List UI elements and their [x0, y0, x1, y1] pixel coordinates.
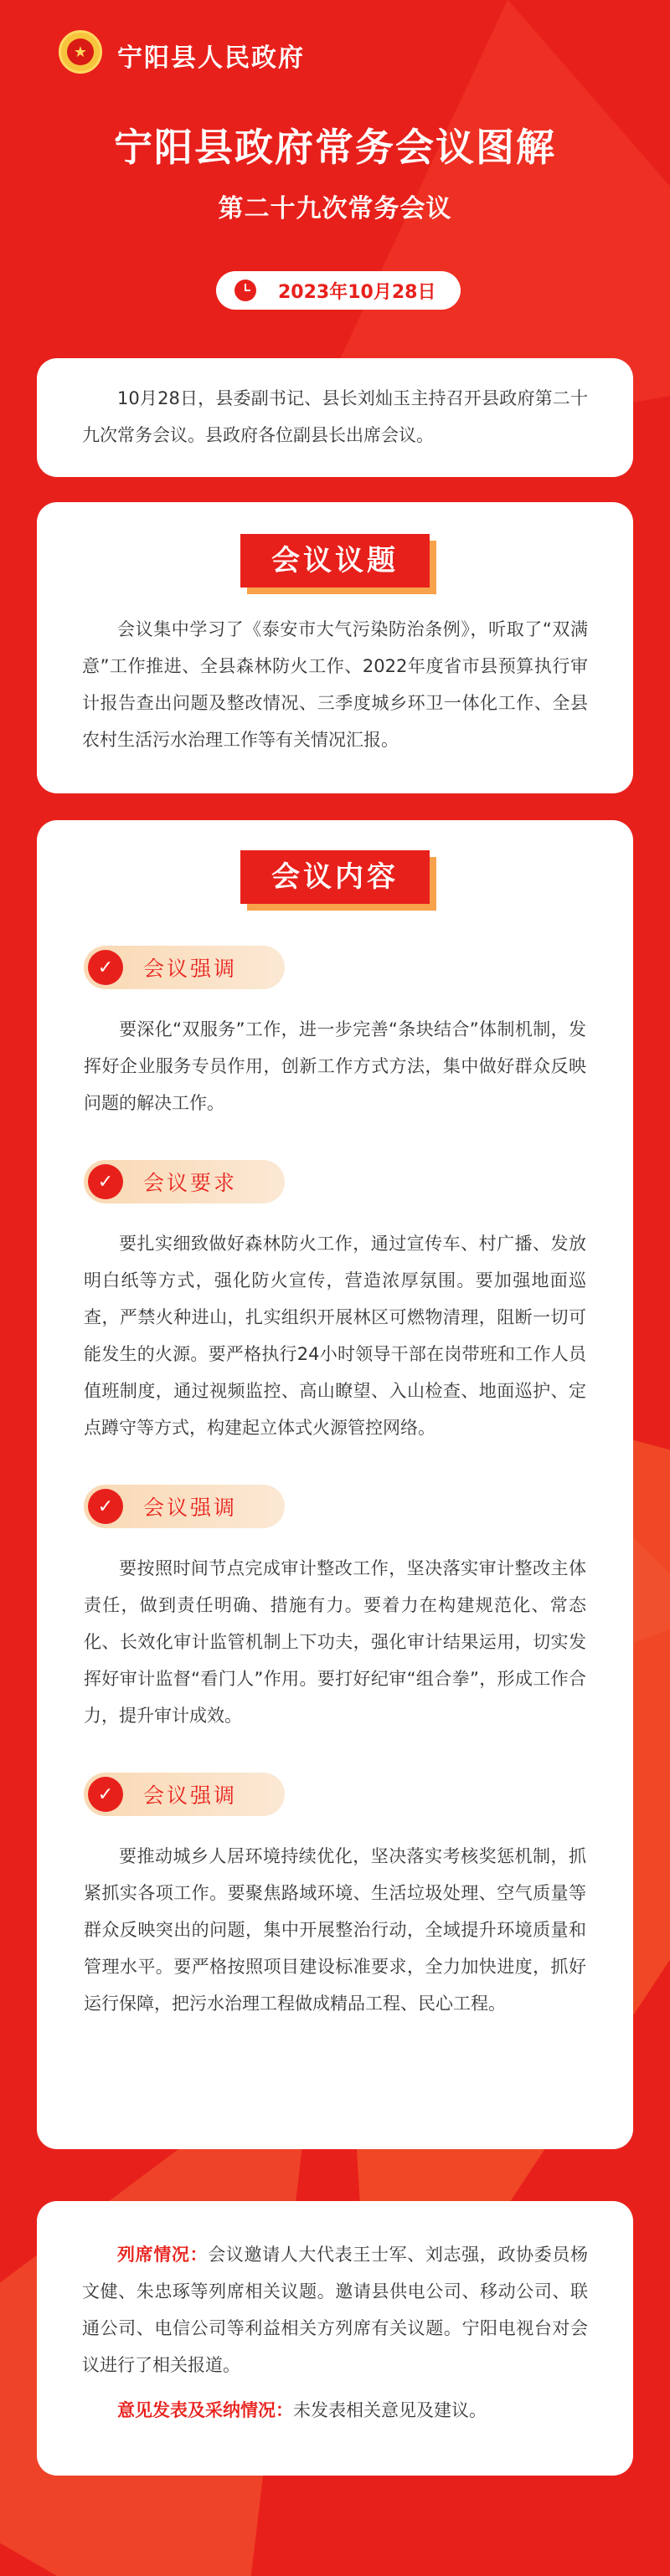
opinion-info: [37, 2392, 633, 2429]
content-card: [37, 820, 633, 2149]
check-icon: ✓: [88, 1489, 123, 1524]
intro-card: [37, 358, 633, 477]
gov-name: 宁阳县人民政府: [117, 44, 305, 73]
section-text: 要扎实细致做好森林防火工作，通过宣传车、村广播、发放明白纸等方式，强化防火宣传，营造浓厚氛围。要加强地面巡查，严禁火种进山，扎实组织开展林区可燃物清理，阻断一切可能发生的火源。要严格执行24小时领导干部在岗带班和工作人员值班制度，通过视频监控、高山瞭望、入山检查、地面巡护、定点蹲守等方式，构建起立体式火源管控网络。: [84, 1234, 586, 1438]
topics-title: 会议议题: [240, 534, 430, 588]
page-header: [0, 0, 670, 335]
badge-label: 会议强调: [143, 1496, 238, 1520]
topics-text: 会议集中学习了《泰安市大气污染防治条例》，听取了“双满意”工作推进、全县森林防火工作、2022年度省市县预算执行审计报告查出问题及整改情况、三季度城乡环卫一体化工作、全县农村生活污水治理工作等有关情况汇报。: [82, 619, 588, 750]
topics-card: [37, 502, 633, 793]
check-icon: ✓: [88, 1777, 123, 1812]
check-icon: ✓: [88, 950, 123, 985]
meeting-date: 2023年10月28日: [278, 281, 436, 303]
check-icon: ✓: [88, 1164, 123, 1199]
attendance-text: 会议邀请人大代表王士军、刘志强，政协委员杨文健、朱忠琢等列席相关议题。邀请县供电公司、移动公司、联通公司、电信公司等利益相关方列席有关议题。宁阳电视台对会议进行了相关报道。: [82, 2245, 589, 2375]
footer-card: [37, 2201, 633, 2476]
attendance-info: [37, 2201, 633, 2384]
page-subtitle: 第二十九次常务会议: [218, 194, 452, 223]
section-badge: [84, 1773, 285, 1816]
section-text: 要按照时间节点完成审计整改工作，坚决落实审计整改主体责任，做到责任明确、措施有力。要着力在构建规范化、常态化、长效化审计监管机制上下功夫，强化审计结果运用，切实发挥好审计监督“看门人”作用。要打好纪审“组合拳”，形成工作合力，提升审计成效。: [84, 1558, 586, 1726]
section-text: 要推动城乡人居环境持续优化，坚决落实考核奖惩机制，抓紧抓实各项工作。要聚焦路域环境、生活垃圾处理、空气质量等群众反映突出的问题，集中开展整治行动，全域提升环境质量和管理水平。要严格按照项目建设标准要求，全力加快进度，抓好运行保障，把污水治理工程做成精品工程、民心工程。: [84, 1846, 586, 2014]
opinion-label: 意见发表及采纳情况：: [117, 2400, 293, 2420]
date-pill: [216, 271, 461, 310]
section-badge: [84, 946, 285, 989]
intro-text: 10月28日，县委副书记、县长刘灿玉主持召开县政府第二十九次常务会议。县政府各位副县长出席会议。: [82, 388, 588, 445]
clock-icon: [234, 280, 256, 301]
badge-label: 会议强调: [143, 1783, 238, 1808]
section-text: 要深化“双服务”工作，进一步完善“条块结合”体制机制，发挥好企业服务专员作用，创新工作方式方法，集中做好群众反映问题的解决工作。: [84, 1019, 586, 1113]
badge-label: 会议强调: [143, 957, 238, 981]
opinion-text: 未发表相关意见及建议。: [293, 2400, 487, 2420]
page-title: 宁阳县政府常务会议图解: [114, 125, 556, 170]
section-badge: [84, 1160, 285, 1203]
attendance-label: 列席情况：: [117, 2245, 209, 2265]
section-badge: [84, 1485, 285, 1528]
national-emblem-icon: ★: [59, 30, 102, 74]
badge-label: 会议要求: [143, 1171, 238, 1195]
content-title: 会议内容: [240, 850, 430, 904]
